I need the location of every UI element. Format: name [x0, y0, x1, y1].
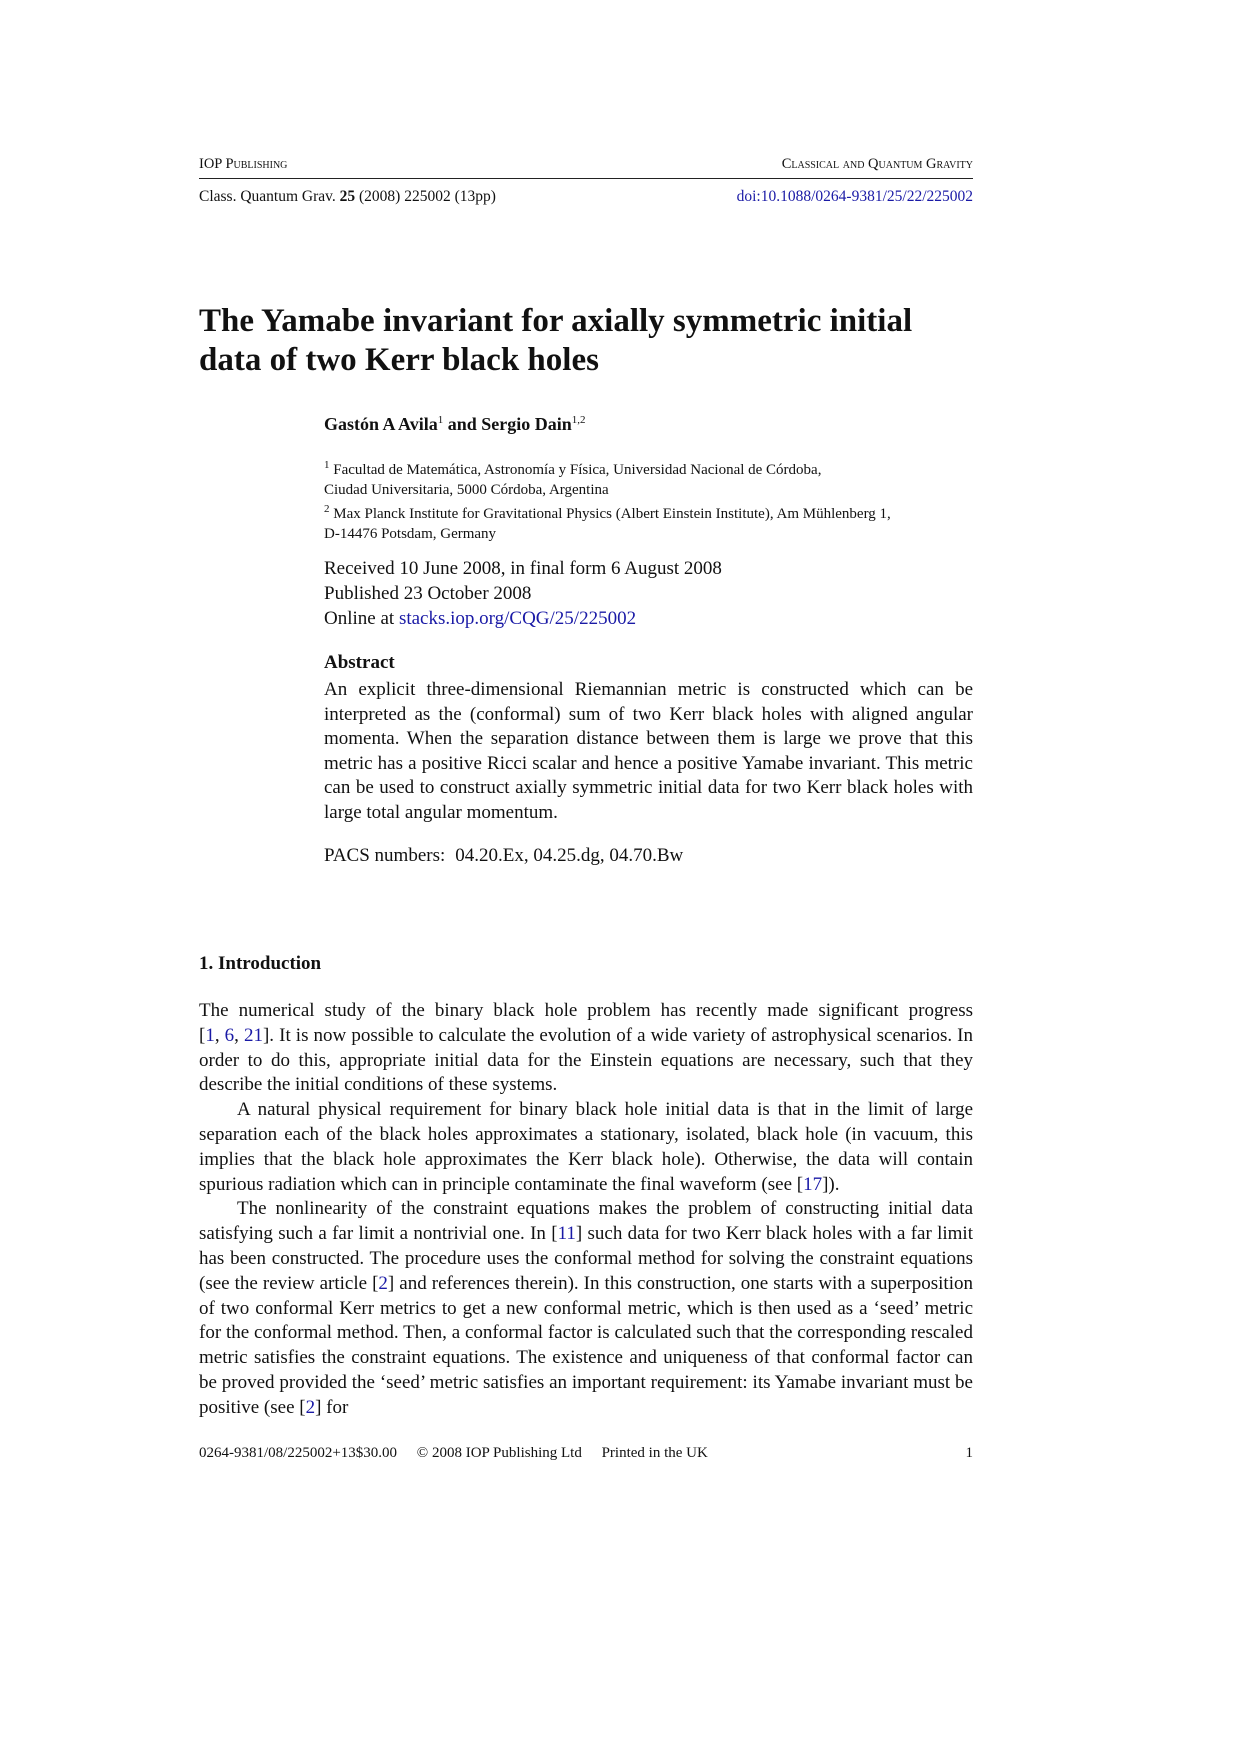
paragraph: [199, 999, 973, 1098]
affiliation-text: Max Planck Institute for Gravitational Physics (Albert Einstein Institute), Am Mühlenberg 1,: [329, 506, 891, 522]
publisher-name: IOP Publishing: [199, 156, 288, 172]
affiliations: [324, 456, 974, 544]
running-header: [199, 156, 973, 173]
footer-copyright: © 2008 IOP Publishing Ltd: [416, 1445, 582, 1461]
paragraph-text: ]. It is now possible to calculate the evolution of a wide variety of astrophysical scenarios. In order to do this, appropriate initial data for the Einstein equations are necessary, such that they describe the initial conditions of these systems.: [199, 1024, 974, 1096]
author-name: Sergio Dain: [481, 414, 572, 434]
citation-separator: ,: [234, 1024, 244, 1046]
journal-name: Classical and Quantum Gravity: [781, 156, 973, 172]
abstract-heading: Abstract: [324, 652, 395, 673]
citation-line: [199, 188, 973, 206]
citation-suffix: (2008) 225002 (13pp): [359, 188, 496, 205]
citation-link[interactable]: 17: [803, 1173, 823, 1195]
paragraph: [199, 1098, 973, 1197]
author-conjunction: and: [443, 414, 482, 434]
page-number: 1: [965, 1445, 973, 1461]
citation-link[interactable]: 11: [557, 1223, 576, 1245]
author-name: Gastón A Avila: [324, 414, 438, 434]
paragraph: [199, 1197, 973, 1420]
section-body: [199, 999, 973, 1421]
title-line-2: data of two Kerr black holes: [199, 342, 599, 378]
paragraph-text: A natural physical requirement for binary black hole initial data is that in the limit of large separation each of the black holes approximates a stationary, isolated, black hole (in vacuum, this implies that the black hole approximates the Kerr black hole). Otherwise, the data will contain spurious radiation which can in principle contaminate the final waveform (see [: [199, 1099, 973, 1195]
pacs-label: PACS numbers:: [324, 845, 446, 866]
author-affil-marker: 1,2: [571, 414, 586, 426]
citation-link[interactable]: 2: [305, 1396, 316, 1418]
affiliation-number: 2: [324, 503, 330, 515]
author-affil-marker: 1: [437, 414, 444, 426]
title-line-1: The Yamabe invariant for axially symmetric initial: [199, 303, 913, 339]
online-line: [324, 606, 722, 631]
citation-link[interactable]: 2: [378, 1272, 388, 1294]
affiliation-text: Facultad de Matemática, Astronomía y Física, Universidad Nacional de Córdoba,: [329, 462, 822, 478]
paragraph-text: ] such data for two Kerr black holes with a far limit has been constructed. The procedure uses the conformal method for solving the constraint equations (see the review article [: [199, 1223, 973, 1294]
paragraph-text: ] for: [315, 1396, 349, 1418]
affiliation-text: D-14476 Potsdam, Germany: [324, 525, 497, 542]
citation-link[interactable]: 1: [205, 1024, 215, 1046]
citation-link[interactable]: 6: [224, 1024, 235, 1046]
paragraph-text: ]).: [822, 1173, 840, 1195]
citation-separator: ,: [214, 1024, 225, 1046]
header-rule: [199, 178, 973, 179]
affiliation-text: Ciudad Universitaria, 5000 Córdoba, Argentina: [324, 481, 609, 498]
paragraph-text: ] and references therein). In this construction, one starts with a superposition of two conformal Kerr metrics to get a new conformal metric, which is then used as a ‘seed’ metric for the conformal method. Then, a conformal factor is calculated such that the corresponding rescaled metric satisfies the constraint equations. The existence and uniqueness of that conformal factor can be proved provided the ‘seed’ metric satisfies an important requirement: its Yamabe invariant must be positive (see [: [199, 1272, 973, 1418]
author-list: [324, 414, 586, 435]
doi-link[interactable]: doi:10.1088/0264-9381/25/22/225002: [736, 188, 973, 205]
paragraph-text: The nonlinearity of the constraint equations makes the problem of constructing initial data satisfying such a far limit a nontrivial one. In [: [199, 1198, 973, 1245]
online-prefix: Online at: [324, 608, 399, 629]
footer-printed: Printed in the UK: [601, 1445, 708, 1461]
published-date: Published 23 October 2008: [324, 583, 532, 604]
section-heading: 1. Introduction: [199, 953, 322, 974]
online-link[interactable]: stacks.iop.org/CQG/25/225002: [398, 608, 637, 629]
pacs-line: [324, 845, 683, 867]
affiliation-number: 1: [324, 459, 330, 471]
pacs-value: 04.20.Ex, 04.25.dg, 04.70.Bw: [455, 845, 684, 866]
abstract-text: An explicit three-dimensional Riemannian metric is constructed which can be interpreted as the (conformal) sum of two Kerr black holes with aligned angular momenta. When the separation distance between them is large we prove that this metric has a positive Ricci scalar and hence a positive Yamabe invariant. This metric can be used to construct axially symmetric initial data for two Kerr black holes with large total angular momentum.: [324, 679, 973, 823]
citation-volume: 25: [339, 188, 356, 205]
received-date: Received 10 June 2008, in final form 6 August 2008: [324, 558, 722, 579]
paper-title: [199, 302, 989, 380]
page-footer: [199, 1445, 973, 1462]
paragraph-text: The numerical study of the binary black hole problem has recently made significant progress [: [199, 1000, 973, 1046]
publication-dates: [324, 556, 722, 631]
footer-code: 0264-9381/08/225002+13$30.00: [199, 1445, 398, 1461]
citation-link[interactable]: 21: [243, 1024, 263, 1046]
citation-prefix: Class. Quantum Grav.: [199, 188, 336, 205]
